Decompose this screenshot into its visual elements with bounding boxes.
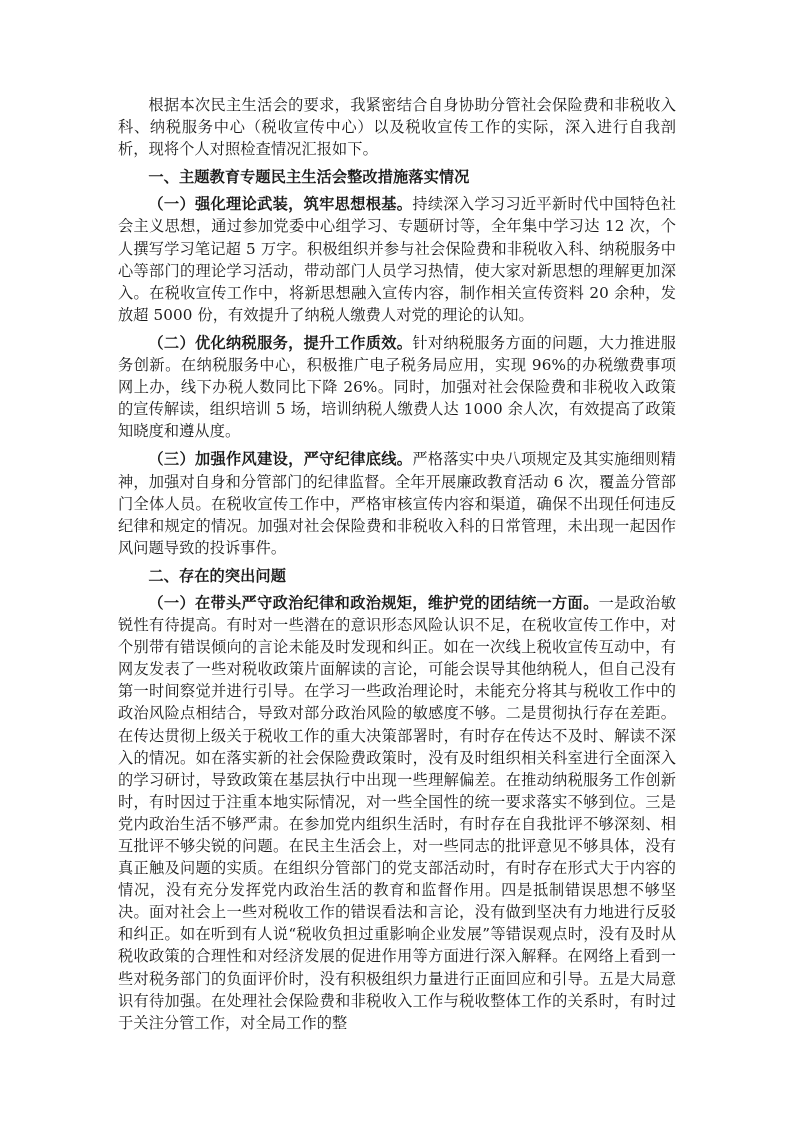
document-page <box>118 94 676 1040</box>
section-1-item-3 <box>118 448 676 558</box>
section-1-item-2 <box>118 332 676 442</box>
section-1-item-1-lead: （一）强化理论武装，筑牢思想根基。 <box>148 195 413 214</box>
intro-paragraph: 根据本次民主生活会的要求，我紧密结合自身协助分管社会保险费和非税收入科、纳税服务中心（税收宣传中心）以及税收宣传工作的实际，深入进行自我剖析，现将个人对照检查情况汇报如下。 <box>118 96 676 159</box>
section-1-item-2-body: 针对纳税服务方面的问题，大力推进服务创新。在纳税服务中心，积极推广电子税务局应用，实现 96%的办税缴费事项网上办，线下办税人数同比下降 26%。同时，加强对社会保险费和非税收入政策的宣传解读，组织培训 5 场，培训纳税人缴费人达 1000 余人次，有效提高了政策知晓度和遵从度。 <box>118 333 676 441</box>
section-1-item-3-body: 严格落实中央八项规定及其实施细则精神，加强对自身和分管部门的纪律监督。全年开展廉政教育活动 6 次，覆盖分管部门全体人员。在税收宣传工作中，严格审核宣传内容和渠道，确保不出现任何违反纪律和规定的情况。加强对社会保险费和非税收入科的日常管理，未出现一起因作风问题导致的投诉事件。 <box>118 450 676 557</box>
section-1-heading: 一、主题教育专题民主生活会整改措施落实情况 <box>148 168 470 187</box>
section-2-item-1-lead: （一）在带头严守政治纪律和政治规矩，维护党的团结统一方面。 <box>148 593 599 612</box>
section-2-heading: 二、存在的突出问题 <box>148 566 286 585</box>
section-1-item-1 <box>118 193 676 326</box>
section-2-item-1-body: 一是政治敏锐性有待提高。有时对一些潜在的意识形态风险认识不足，在税收宣传工作中，对个别带有错误倾向的言论未能及时发现和纠正。如在一次线上税收宣传互动中，有网友发表了一些对税收政策片面解读的言论，可能会误导其他纳税人，但自己没有第一时间察觉并进行引导。在学习一些政治理论时，未能充分将其与税收工作中的政治风险点相结合，导致对部分政治风险的敏感度不够。二是贯彻执行存在差距。在传达贯彻上级关于税收工作的重大决策部署时，有时存在传达不及时、解读不深入的情况。如在落实新的社会保险费政策时，没有及时组织相关科室进行全面深入的学习研讨，导致政策在基层执行中出现一些理解偏差。在推动纳税服务工作创新时，有时因过于注重本地实际情况，对一些全国性的统一要求落实不够到位。三是党内政治生活不够严肃。在参加党内组织生活时，有时存在自我批评不够深刻、相互批评不够尖锐的问题。在民主生活会上，对一些同志的批评意见不够具体，没有真正触及问题的实质。在组织分管部门的党支部活动时，有时存在形式大于内容的情况，没有充分发挥党内政治生活的教育和监督作用。四是抵制错误思想不够坚决。面对社会上一些对税收工作的错误看法和言论，没有做到坚决有力地进行反驳和纠正。如在听到有人说“税收负担过重影响企业发展”等错误观点时，没有及时从税收政策的合理性和对经济发展的促进作用等方面进行深入解释。在网络上看到一些对税务部门的负面评价时，没有积极组织力量进行正面回应和引导。五是大局意识有待加强。在处理社会保险费和非税收入工作与税收整体工作的关系时，有时过于关注分管工作，对全局工作的整 <box>118 593 676 1032</box>
section-1-item-2-lead: （二）优化纳税服务，提升工作质效。 <box>148 333 413 352</box>
section-2-item-1 <box>118 592 676 1034</box>
section-1-item-1-body: 持续深入学习习近平新时代中国特色社会主义思想，通过参加党委中心组学习、专题研讨等，全年集中学习达 12 次，个人撰写学习笔记超 5 万字。积极组织并参与社会保险费和非税收入科、纳税服务中心等部门的理论学习活动，带动部门人员学习热情，使大家对新思想的理解更加深入。在税收宣传工作中，将新思想融入宣传内容，制作相关宣传资料 20 余种，发放超 5000 份，有效提升了纳税人缴费人对党的理论的认知。 <box>118 195 676 324</box>
section-1-item-3-lead: （三）加强作风建设，严守纪律底线。 <box>148 450 413 469</box>
